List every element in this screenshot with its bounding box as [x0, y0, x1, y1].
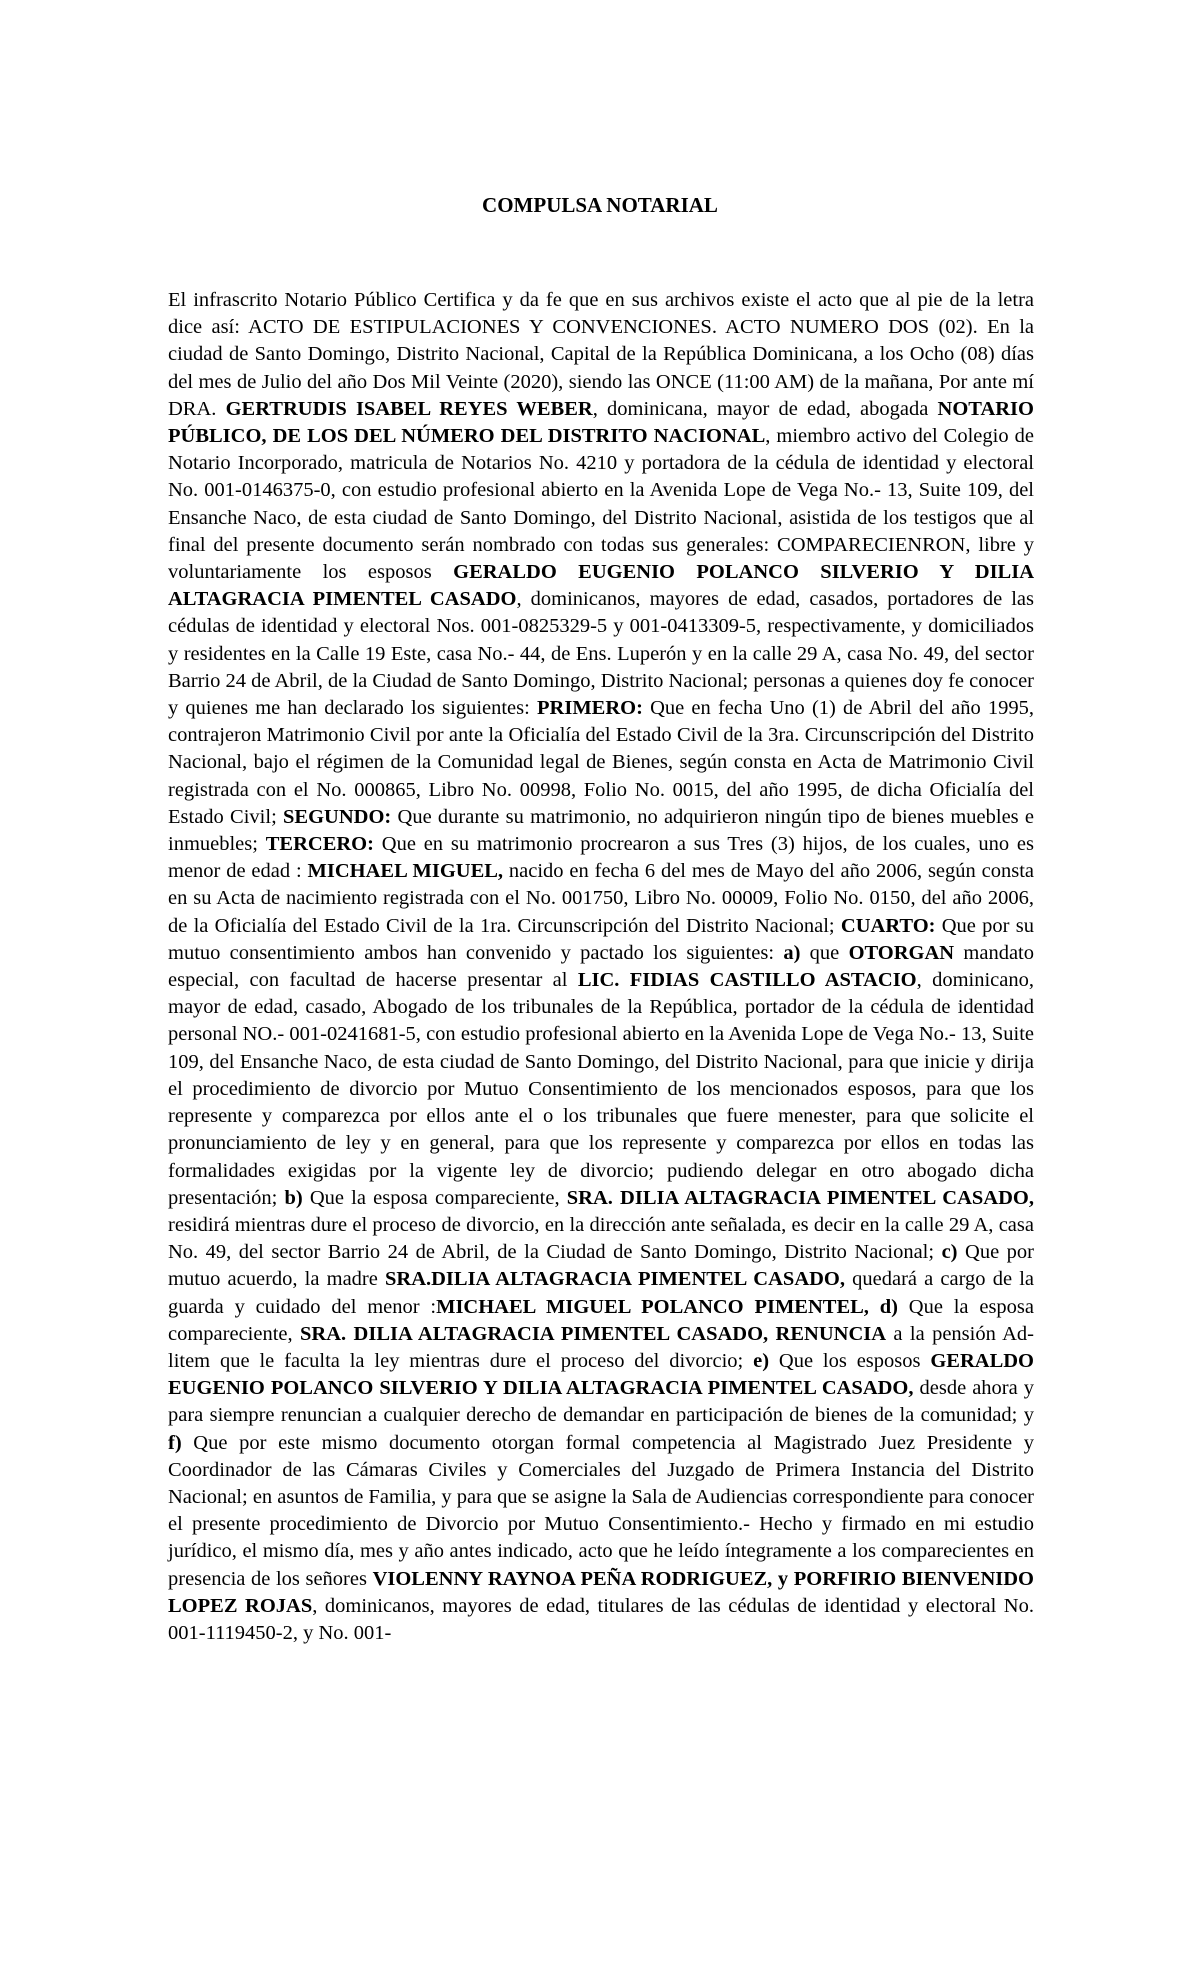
text-run: , dominicanos, mayores de edad, casados, portadores de las cédulas de identidad y electoral Nos. 001-0825329-5 y 001-0413309-5, respectivamente, y domiciliados y residentes en la Calle 19 Este, casa No.- 44, de Ens. Luperón y en la calle 29 A, casa No. 49, del sector Barrio 24 de Abril, de la Ciudad de Santo Domingo, Distrito Nacional; personas a quienes doy fe conocer y quienes me han declarado los siguientes: — [168, 588, 1035, 720]
text-run: Que los esposos — [769, 1349, 931, 1372]
bold-text-run: LIC. FIDIAS CASTILLO ASTACIO — [577, 969, 917, 992]
bold-text-run: SRA. DILIA ALTAGRACIA PIMENTEL CASADO, RENUNCIA — [300, 1322, 887, 1345]
bold-text-run: f) — [168, 1431, 182, 1454]
text-run: , miembro activo del Colegio de Notario Incorporado, matricula de Notarios No. 4210 y portadora de la cédula de identidad y electoral No. 001-0146375-0, con estudio profesional abierto en la Avenida Lope de Vega No.- 13, Suite 109, del Ensanche Naco, de esta ciudad de Santo Domingo, del Distrito Nacional, asistida de los testigos que al final del presente documento serán nombrado con todas sus generales: COMPARECIENRON, libre y voluntariamente los esposos — [168, 425, 1034, 584]
bold-text-run: CUARTO: — [840, 914, 936, 937]
document-body — [168, 287, 1034, 1647]
text-run: Que en fecha Uno (1) de Abril del año 1995, contrajeron Matrimonio Civil por ante la Oficialía del Estado Civil de la 3ra. Circunscripción del Distrito Nacional, bajo el régimen de la Comunidad legal de Bienes, según consta en Acta de Matrimonio Civil registrada con el No. 000865, Libro No. 00998, Folio No. 0015, del año 1995, de dicha Oficialía del Estado Civil; — [168, 697, 1035, 828]
text-run: quedará a cargo de la guarda y cuidado del menor : — [168, 1268, 1034, 1318]
bold-text-run: SRA.DILIA ALTAGRACIA PIMENTEL CASADO, — [384, 1268, 845, 1291]
bold-text-run: PRIMERO: — [537, 697, 643, 720]
document-title: COMPULSA NOTARIAL — [482, 193, 718, 217]
text-run: mandato especial, con facultad de hacerse presentar al — [168, 941, 1034, 992]
text-run: a la pensión Ad-litem que le faculta la ley mientras dure el proceso del divorcio; — [168, 1322, 1034, 1372]
text-run: que — [800, 941, 849, 964]
text-run: Que la esposa compareciente, — [168, 1295, 1034, 1345]
bold-text-run: OTORGAN — [848, 941, 955, 964]
bold-text-run: e) — [753, 1349, 770, 1372]
text-run: El infrascrito Notario Público Certifica y da fe que en sus archivos existe el acto que al pie de la letra dice así: ACTO DE ESTIPULACIONES Y CONVENCIONES. ACTO NUMERO DOS (02). En la ciudad de Santo Domingo, Distrito Nacional, Capital de la República Dominicana, a los Ocho (08) días del mes de Julio del año Dos Mil Veinte (2020), siendo las ONCE (11:00 AM) de la mañana, Por ante mí DRA. — [168, 289, 1034, 420]
text-run: Que durante su matrimonio, no adquirieron ningún tipo de bienes muebles e inmuebles; — [168, 805, 1035, 856]
bold-text-run: c) — [941, 1241, 958, 1264]
bold-text-run: b) — [284, 1186, 303, 1209]
bold-text-run: VIOLENNY RAYNOA PEÑA RODRIGUEZ, y PORFIRIO BIENVENIDO LOPEZ ROJAS — [168, 1567, 1034, 1617]
text-run: Que por su mutuo consentimiento ambos han convenido y pactado los siguientes: — [168, 914, 1034, 964]
bold-text-run: GERTRUDIS ISABEL REYES WEBER — [225, 397, 593, 420]
text-run: Que por mutuo acuerdo, la madre — [168, 1241, 1034, 1291]
bold-text-run: MICHAEL MIGUEL POLANCO PIMENTEL, d) — [436, 1295, 898, 1318]
text-run: , dominicanos, mayores de edad, titulares de las cédulas de identidad y electoral No. 001-1119450-2, y No. 001- — [168, 1594, 1034, 1644]
text-run: Que en su matrimonio procrearon a sus Tres (3) hijos, de los cuales, uno es menor de edad : — [168, 833, 1034, 883]
bold-text-run: GERALDO EUGENIO POLANCO SILVERIO Y DILIA ALTAGRACIA PIMENTEL CASADO — [168, 561, 1035, 611]
bold-text-run: NOTARIO PÚBLICO, DE LOS DEL NÚMERO DEL DISTRITO NACIONAL — [168, 397, 1034, 448]
bold-text-run: GERALDO EUGENIO POLANCO SILVERIO Y DILIA ALTAGRACIA PIMENTEL CASADO, — [168, 1349, 1034, 1400]
bold-text-run: a) — [783, 941, 801, 964]
text-run: Que la esposa compareciente, — [302, 1186, 567, 1209]
bold-text-run: TERCERO: — [265, 833, 374, 856]
bold-text-run: SRA. DILIA ALTAGRACIA PIMENTEL CASADO, — [566, 1186, 1034, 1209]
text-run: nacido en fecha 6 del mes de Mayo del año 2006, según consta en su Acta de nacimiento registrada con el No. 001750, Libro No. 00009, Folio No. 0150, del año 2006, de la Oficialía del Estado Civil de la 1ra. Circunscripción del Distrito Nacional; — [168, 860, 1035, 937]
text-run: residirá mientras dure el proceso de divorcio, en la dirección ante señalada, es decir en la calle 29 A, casa No. 49, del sector Barrio 24 de Abril, de la Ciudad de Santo Domingo, Distrito Nacional; — [168, 1213, 1034, 1264]
text-run: , dominicano, mayor de edad, casado, Abogado de los tribunales de la República, portador de la cédula de identidad personal NO.- 001-0241681-5, con estudio profesional abierto en la Avenida Lope de Vega No.- 13, Suite 109, del Ensanche Naco, de esta ciudad de Santo Domingo, del Distrito Nacional, para que inicie y dirija el procedimiento de divorcio por Mutuo Consentimiento de los mencionados esposos, para que los represente y comparezca por ellos ante el o los tribunales que fuere menester, para que solicite el pronunciamiento de ley y en general, para que los represente y comparezca por ellos en todas las formalidades exigidas por la vigente ley de divorcio; pudiendo delegar en otro abogado dicha presentación; — [168, 969, 1034, 1209]
bold-text-run: MICHAEL MIGUEL, — [307, 860, 504, 883]
text-run: , dominicana, mayor de edad, abogada — [592, 397, 938, 420]
text-run: desde ahora y para siempre renuncian a cualquier derecho de demandar en participación de bienes de la comunidad; y — [168, 1377, 1034, 1427]
bold-text-run: SEGUNDO: — [283, 805, 392, 828]
text-run: Que por este mismo documento otorgan formal competencia al Magistrado Juez Presidente y Coordinador de las Cámaras Civiles y Comerciales del Juzgado de Primera Instancia del Distrito Nacional; en asuntos de Familia, y para que se asigne la Sala de Audiencias correspondiente para conocer el presente procedimiento de Divorcio por Mutuo Consentimiento.- Hecho y firmado en mi estudio jurídico, el mismo día, mes y año antes indicado, acto que he leído íntegramente a los comparecientes en presencia de los señores — [168, 1431, 1034, 1590]
